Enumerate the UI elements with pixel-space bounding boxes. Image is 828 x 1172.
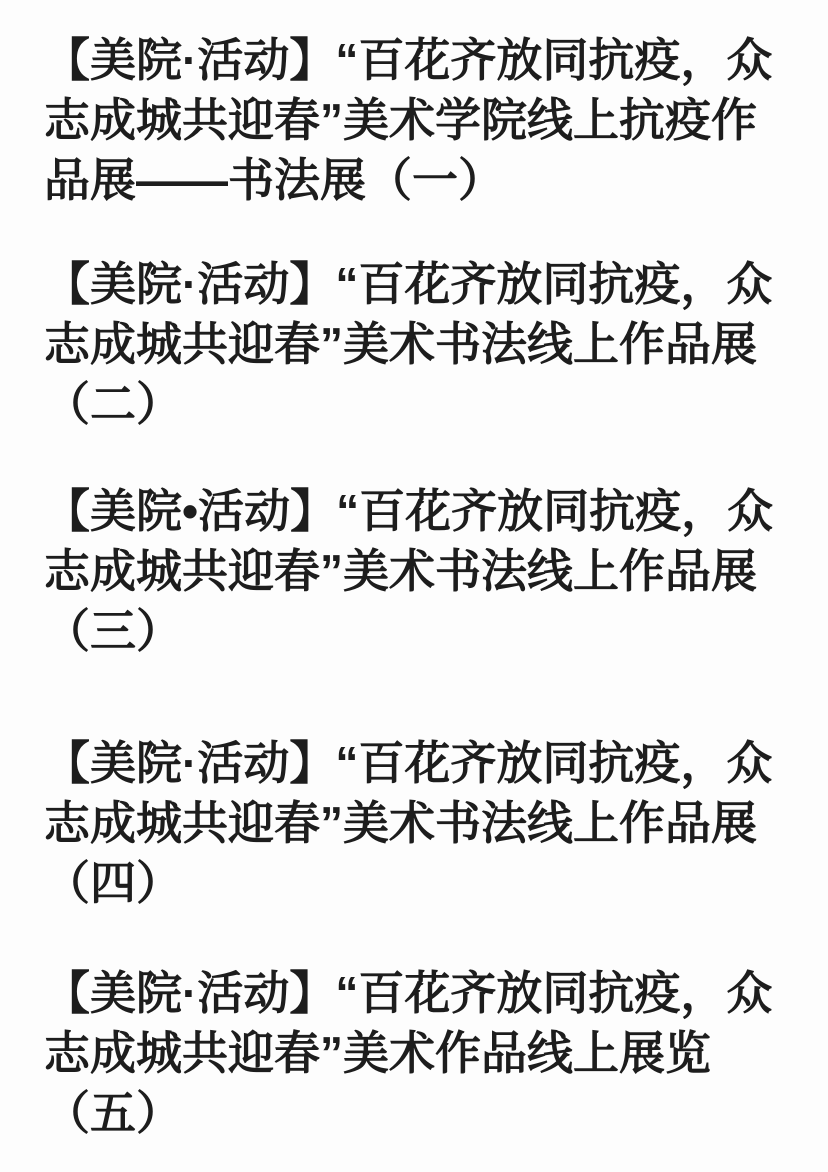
article-title-line: 【美院·活动】“百花齐放同抗疫，众 — [44, 258, 773, 310]
article-title-line: 志成城共迎春”美术作品线上展览 — [44, 1027, 711, 1079]
article-title-line: 志成城共迎春”美术书法线上作品展 — [44, 545, 757, 597]
article-title-line: （二） — [44, 378, 182, 430]
article-title[interactable] — [44, 963, 788, 1143]
article-title[interactable] — [44, 254, 788, 434]
article-title-line: （五） — [44, 1087, 182, 1139]
article-title[interactable] — [44, 733, 788, 913]
article-title-line: 品展——书法展（一） — [44, 154, 504, 206]
article-title-line: 志成城共迎春”美术书法线上作品展 — [44, 797, 757, 849]
article-title-line: （三） — [44, 605, 182, 657]
article-title-line: 【美院·活动】“百花齐放同抗疫，众 — [44, 34, 773, 86]
article-title-line: 【美院·活动】“百花齐放同抗疫，众 — [44, 737, 773, 789]
article-title-line: （四） — [44, 857, 182, 909]
article-title-line: 志成城共迎春”美术书法线上作品展 — [44, 318, 757, 370]
article-title[interactable] — [44, 30, 788, 210]
article-title-line: 【美院·活动】“百花齐放同抗疫，众 — [44, 967, 773, 1019]
article-title[interactable] — [44, 481, 788, 661]
article-title-line: 志成城共迎春”美术学院线上抗疫作 — [44, 94, 757, 146]
article-title-line: 【美院•活动】“百花齐放同抗疫，众 — [44, 485, 774, 537]
